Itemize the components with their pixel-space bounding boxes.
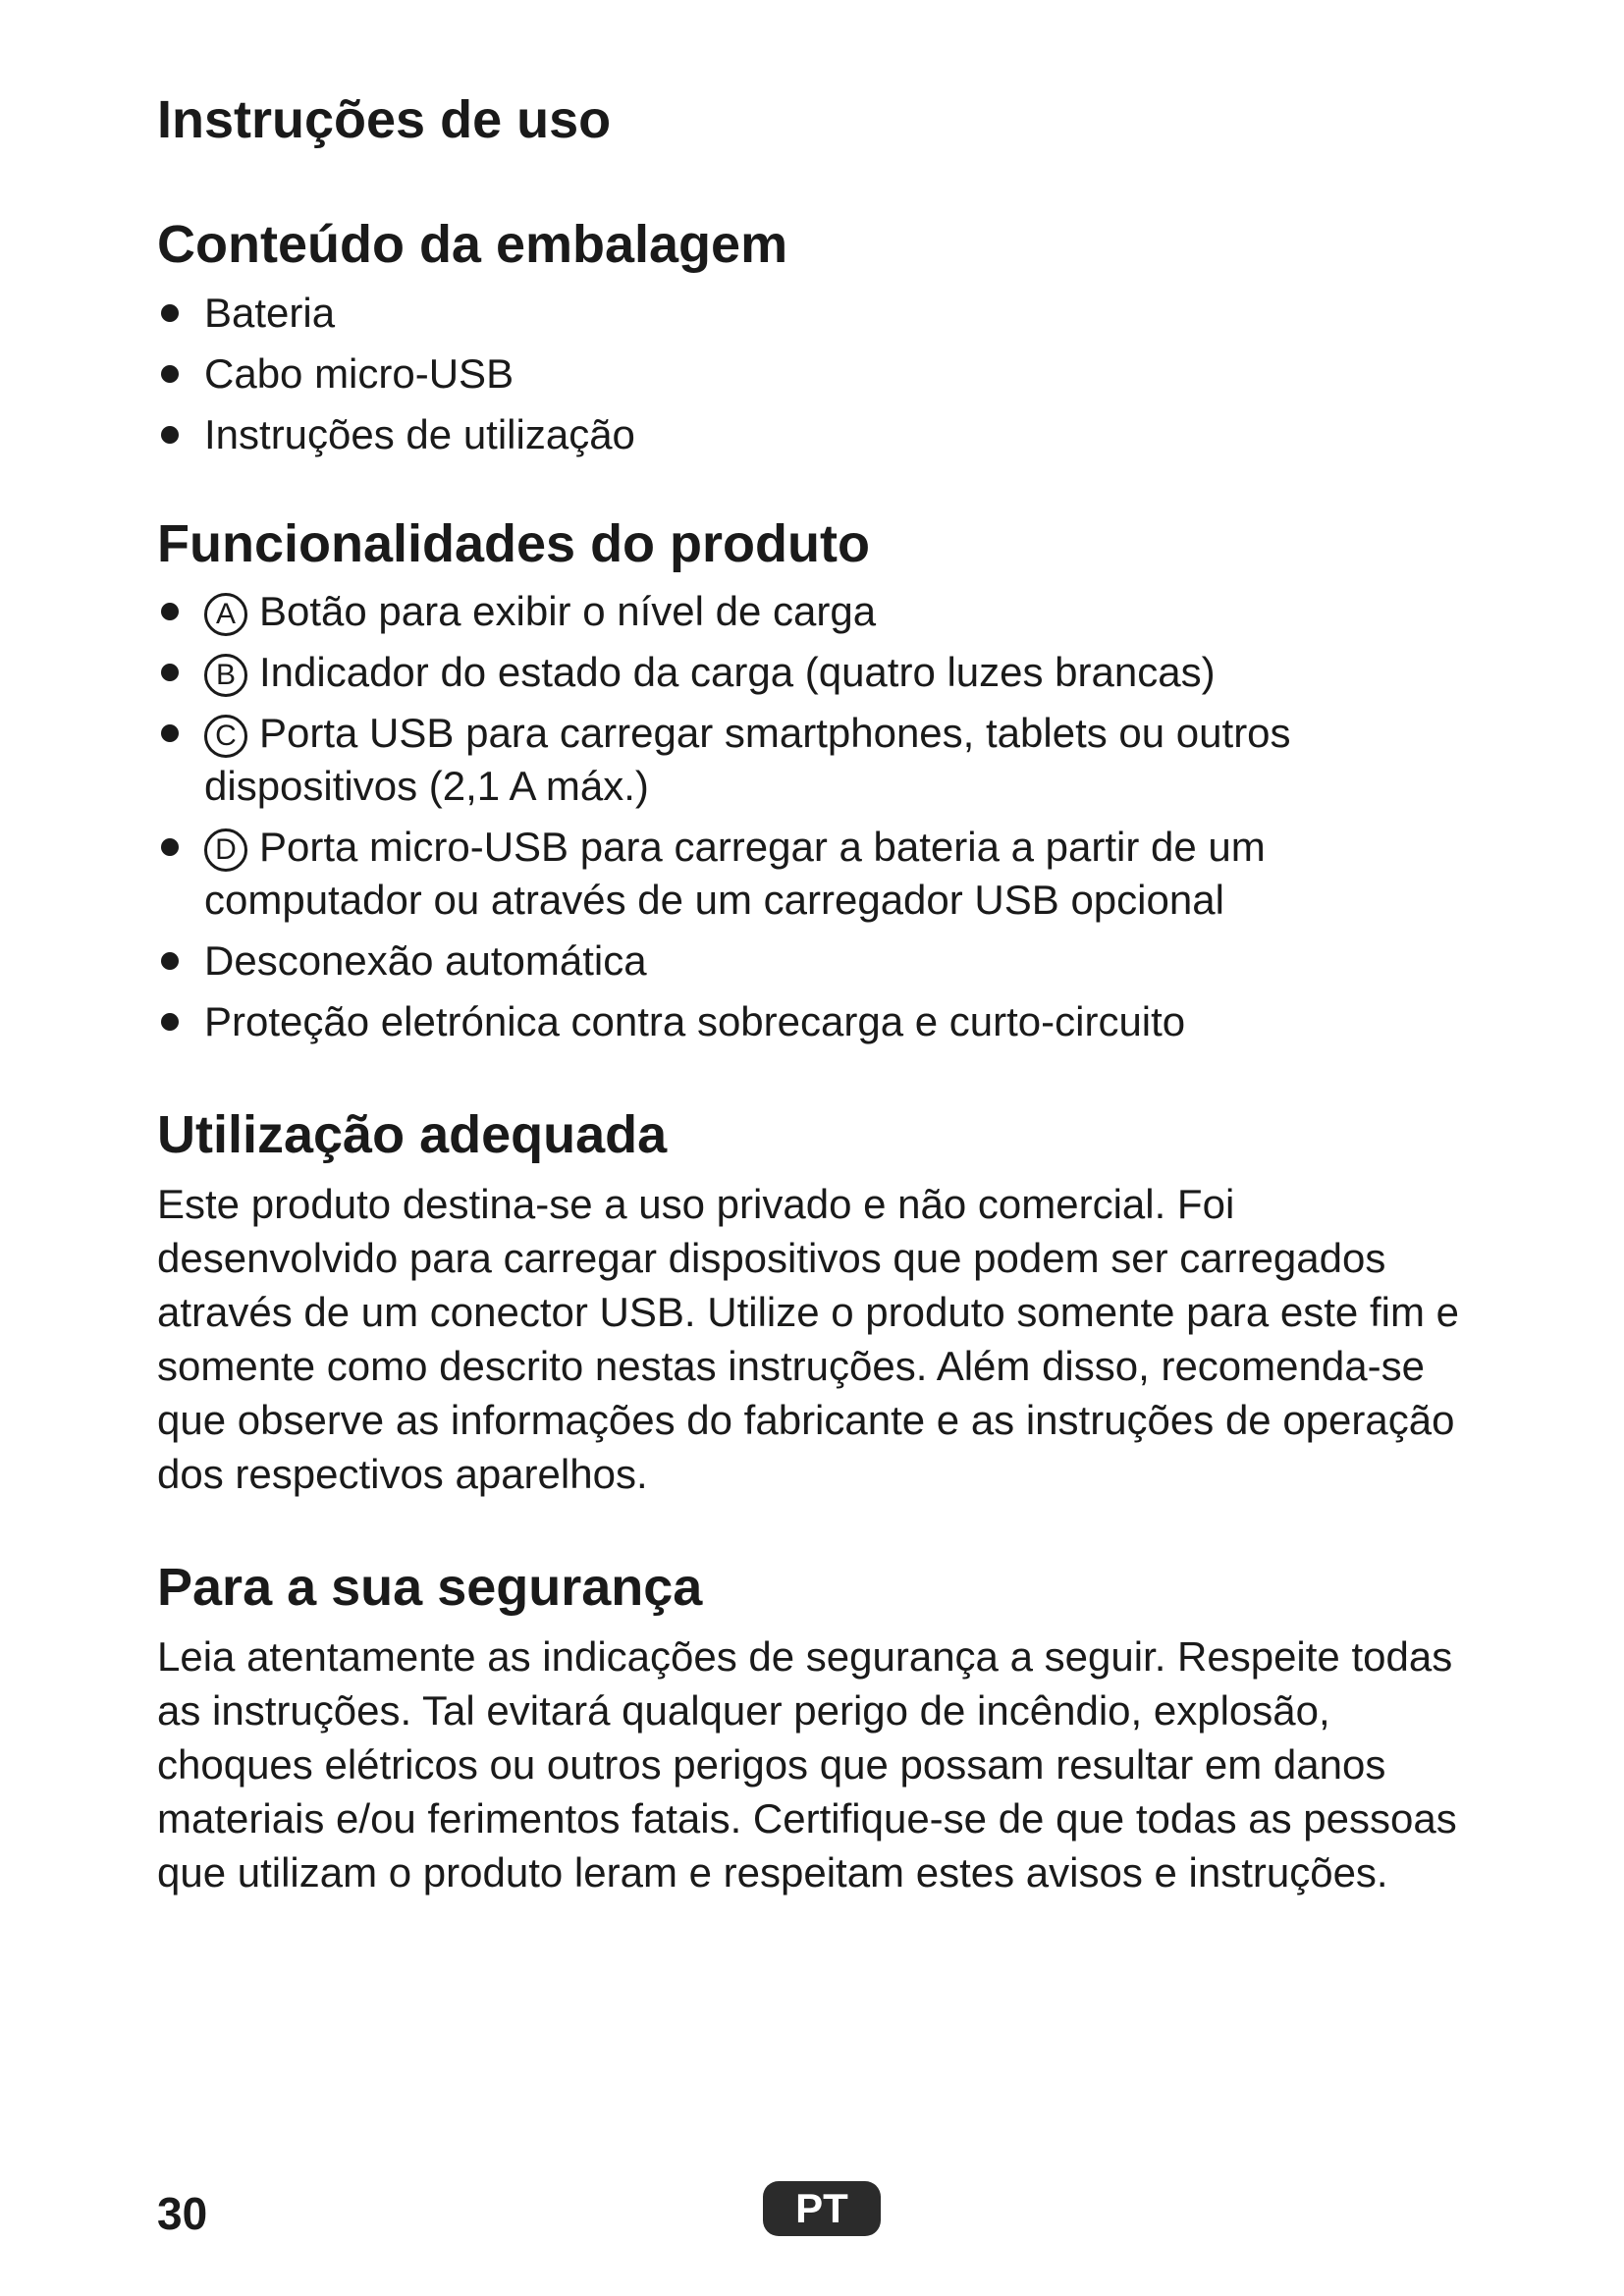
bullet-icon xyxy=(161,603,179,620)
list-item-text: Porta micro-USB para carregar a bateria a partir de um computador ou através de um carregador USB opcional xyxy=(204,824,1266,924)
list-item xyxy=(157,287,1473,340)
list-item xyxy=(157,995,1473,1048)
list-item xyxy=(157,646,1473,699)
circled-letter-icon: A xyxy=(204,593,247,636)
list-item-text: Proteção eletrónica contra sobrecarga e curto-circuito xyxy=(204,998,1186,1045)
list-item xyxy=(157,585,1473,638)
list-item xyxy=(157,821,1473,927)
bullet-icon xyxy=(161,724,179,742)
bullet-icon xyxy=(161,1013,179,1031)
list-item-text: Indicador do estado da carga (quatro luzes brancas) xyxy=(259,649,1216,696)
safety-text: Leia atentamente as indicações de segurança a seguir. Respeite todas as instruções. Tal evitará qualquer perigo de incêndio, explosão, choques elétricos ou outros perigos que possam resultar em danos materiais e/ou ferimentos fatais. Certifique-se de que todas as pessoas que utilizam o produto leram e respeitam estes avisos e instruções. xyxy=(157,1632,1457,1896)
bullet-icon xyxy=(161,304,179,322)
package-contents-section xyxy=(157,213,1473,461)
safety-heading: Para a sua segurança xyxy=(157,1558,703,1618)
page-title: Instruções de uso xyxy=(157,90,612,149)
proper-use-section xyxy=(157,1103,1473,1501)
list-item xyxy=(157,347,1473,400)
list-item-text: Desconexão automática xyxy=(204,937,647,985)
circled-letter-icon: D xyxy=(204,828,247,872)
features-list xyxy=(157,585,1473,1048)
circled-letter-icon: C xyxy=(204,715,247,758)
list-item-text: Botão para exibir o nível de carga xyxy=(259,588,877,635)
bullet-icon xyxy=(161,952,179,970)
bullet-icon xyxy=(161,664,179,681)
bullet-icon xyxy=(161,838,179,856)
features-heading: Funcionalidades do produto xyxy=(157,513,870,573)
list-item xyxy=(157,408,1473,461)
list-item xyxy=(157,707,1473,813)
safety-section xyxy=(157,1556,1473,1899)
list-item-text: Cabo micro-USB xyxy=(204,349,514,397)
bullet-icon xyxy=(161,426,179,444)
package-contents-heading: Conteúdo da embalagem xyxy=(157,214,788,274)
proper-use-heading: Utilização adequada xyxy=(157,1105,668,1165)
features-section xyxy=(157,512,1473,1049)
proper-use-text: Este produto destina-se a uso privado e não comercial. Foi desenvolvido para carregar dispositivos que podem ser carregados através de um conector USB. Utilize o produto somente para este fim e somente como descrito nestas instruções. Além disso, recomenda-se que observe as informações do fabricante e as instruções de operação dos respectivos aparelhos. xyxy=(157,1181,1459,1498)
circled-letter-icon: B xyxy=(204,654,247,697)
package-contents-list xyxy=(157,287,1473,461)
page-number: 30 xyxy=(157,2188,208,2239)
manual-page xyxy=(157,88,1473,1954)
list-item-text: Bateria xyxy=(204,289,336,336)
list-item-text: Porta USB para carregar smartphones, tablets ou outros dispositivos (2,1 A máx.) xyxy=(204,710,1291,810)
list-item-text: Instruções de utilização xyxy=(204,410,635,457)
bullet-icon xyxy=(161,365,179,383)
list-item xyxy=(157,934,1473,988)
language-badge: PT xyxy=(763,2181,881,2236)
